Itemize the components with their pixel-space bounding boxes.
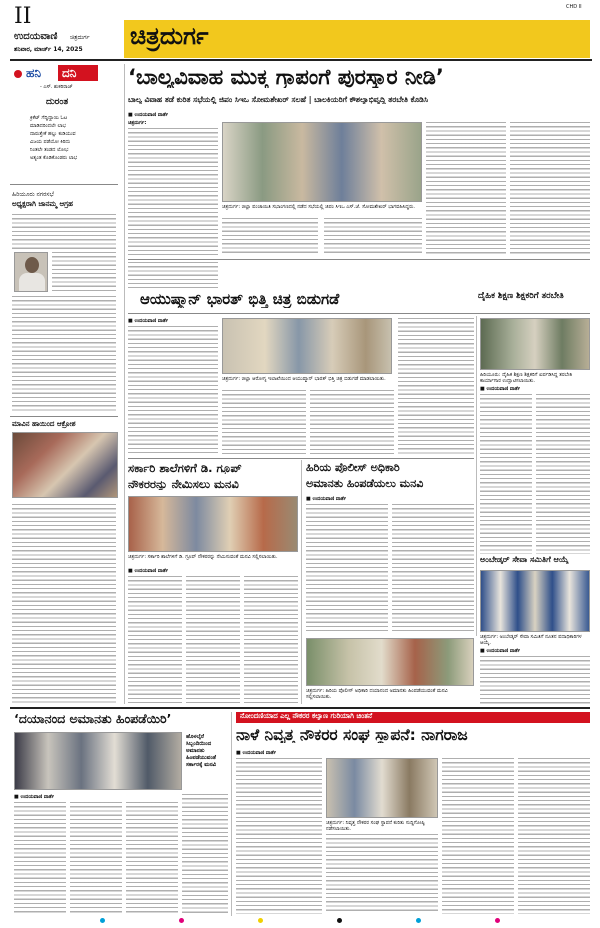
groupd-column [128, 576, 182, 704]
groupd-column [244, 576, 298, 704]
dayananda-byline: ■ ಉದಯವಾಣಿ ವಾರ್ತೆ [14, 794, 55, 800]
groupd-column [186, 576, 240, 704]
retired-kicker: ನೋಂದಣಿಯಾದ ಎಲ್ಲ ನೌಕರರ ಕಲ್ಯಾಣ ಗುರಿಯಾಗಿ ಚಿಂತನೆ [240, 713, 373, 720]
retired-headline: ನಾಳೆ ನಿವೃತ್ತ ನೌಕರರ ಸಂಘ ಸ್ಥಾಪನೆ: ನಾಗರಾಜ [236, 727, 468, 744]
edition-label: ಚಿತ್ರದುರ್ಗ [70, 34, 90, 41]
lead-photo-caption: ಚಿತ್ರದುರ್ಗ: ಜಿಲ್ಲಾ ಪಂಚಾಯಿತಿ ಸಭಾಂಗಣದಲ್ಲಿ ನಡೆದ ಸಭೆಯಲ್ಲಿ ಜಿಪಂ ಸಿಇಒ ಎಸ್.ಜೆ. ಸೋಮಶೇಖರ್ ಭಾಗವಹಿಸಿದ್ದರು. [222, 204, 415, 210]
training-column [536, 394, 590, 554]
column-rule [301, 460, 302, 704]
retired-photo-caption: ಚಿತ್ರದುರ್ಗ: ನಿವೃತ್ತ ನೌಕರರ ಸಂಘ ಸ್ಥಾಪನೆ ಕುರಿತು ಸುದ್ದಿಗೋಷ್ಠಿ ನಡೆಸಲಾಯಿತು. [326, 820, 425, 832]
ambedkar-photo [480, 570, 590, 632]
dayananda-column [70, 802, 122, 914]
column-rule [476, 316, 477, 636]
poem-line: ನಿಂತಲೇ ತಂಡದ ಲೋಭ [30, 147, 69, 153]
masthead-band [248, 20, 590, 58]
section-rule [128, 259, 590, 260]
ayushman-column [128, 326, 218, 456]
poem-line: ಮಾಡಿದರಿಂದಲೇ ಲಾಭ [30, 123, 66, 129]
dayananda-photo [14, 732, 182, 790]
poem-line: ಕ್ರಿಕೆಟ್ ಗೆದ್ದಿದ್ದಾಯಿ ಓಟ [30, 115, 68, 121]
box-kicker: ಹಿರಿಯೂರು ನಗರಸಭೆ [12, 191, 54, 198]
brand-topic: ದುರಂತ [46, 97, 69, 107]
box2-title: ಮಾವಿನ ಹಾಯಿಂದ ಆಕ್ರೋಶ [12, 420, 76, 428]
lead-subhead: ಬಾಲ್ಯ ವಿವಾಹ ತಡೆ ಕುರಿತ ಸಭೆಯಲ್ಲಿ ಜಿಪಂ ಸಿಇಒ ಸೋಮಶೇಖರ್ ಸಲಹೆ | ಬಾಲಕಿಯರಿಗೆ ಕೌಶಲ್ಯಾಭಿವೃದ್ಧಿ ತರಬೇತಿ ಕೊಡಿಸಿ [128, 96, 428, 104]
page-number: II [14, 4, 32, 29]
poet-portrait-icon [14, 252, 48, 292]
sidebar-divider [10, 184, 118, 185]
column-rule [231, 712, 232, 916]
issue-date: ಶನಿವಾರ, ಮಾರ್ಚ್ 14, 2025 [14, 46, 83, 53]
training-photo [480, 318, 590, 370]
retired-column [518, 758, 590, 914]
groupd-headline-1: ಸರ್ಕಾರಿ ಶಾಲೆಗಳಿಗೆ ಡಿ. ಗ್ರೂಪ್ [128, 462, 242, 475]
lead-photo [222, 122, 422, 202]
section-rule [128, 313, 590, 314]
sidebar-divider [10, 416, 118, 417]
ayushman-byline: ■ ಉದಯವಾಣಿ ವಾರ್ತೆ [128, 318, 169, 324]
ayushman-headline: ಆಯುಷ್ಮಾನ್ ಭಾರತ್ ಭಿತ್ತಿ ಚಿತ್ರ ಬಿಡುಗಡೆ [140, 292, 340, 308]
brand-author: - ಎಸ್. ಶುಕರಿರಾಜ್ [40, 84, 73, 90]
masthead-rule [10, 59, 592, 61]
lead-column [510, 122, 590, 256]
lead-column [222, 218, 318, 256]
sidebar-text-block [12, 296, 116, 412]
dayananda-column [182, 794, 228, 914]
brand-dot [14, 70, 22, 78]
training-byline: ■ ಉದಯವಾಣಿ ವಾರ್ತೆ [480, 386, 521, 392]
dayananda-side-text: ಹೊಳಲ್ಕೆರೆ ಸಿಬ್ಬಂದಿಯಿಂದ ಅಮಾನತು ಹಿಂಪಡೆಯುವಂತೆ ಸರ್ಕಾರಕ್ಕೆ ಮನವಿ [186, 734, 217, 768]
retired-photo [326, 758, 438, 818]
paper-name: ಉದಯವಾಣಿ [14, 31, 58, 42]
police-headline-2: ಅಮಾನತು ಹಿಂಪಡೆಯಲು ಮನವಿ [306, 478, 424, 490]
groupd-photo [128, 496, 298, 552]
training-column [480, 394, 532, 554]
ambedkar-column [480, 656, 590, 704]
retired-column [236, 758, 322, 914]
groupd-headline-2: ನೌಕರರನ್ನು ನೇಮಿಸಲು ಮನವಿ [128, 478, 239, 491]
masthead [0, 0, 600, 58]
training-photo-caption: ಹಿರಿಯೂರು: ದೈಹಿಕ ಶಿಕ್ಷಣ ಶಿಕ್ಷಕರಿಗೆ ಏರ್ಪಡಿಸಿದ್ದ ತರಬೇತಿ ಕಾರ್ಯಾಗಾರ ಉದ್ಘಾಟಿಸಲಾಯಿತು. [480, 372, 573, 384]
ayushman-photo-caption: ಚಿತ್ರದುರ್ಗ: ಜಿಲ್ಲಾ ಆರೋಗ್ಯ ಇಲಾಖೆಯಿಂದ ಆಯುಷ್ಮಾನ್ ಭಾರತ್ ಭಿತ್ತಿ ಚಿತ್ರ ಬಿಡುಗಡೆ ಮಾಡಲಾಯಿತು. [222, 376, 386, 382]
ayushman-column [222, 390, 306, 456]
ayushman-column [310, 390, 394, 456]
police-column [306, 504, 388, 634]
dayananda-column [14, 802, 66, 914]
poem-line: ಅತ್ಯಂತ ಕೊಡಿಕೊಂಡರು ಲಾಭ [30, 155, 78, 161]
registration-marks [100, 918, 500, 924]
ambedkar-headline: ಅಂಬೇಡ್ಕರ್ ಸೇವಾ ಸಮಿತಿಗೆ ಆಯ್ಕೆ [480, 556, 569, 564]
sidebar-text-block [12, 214, 116, 252]
bottom-rule [10, 707, 590, 709]
section-rule [128, 458, 474, 459]
poem [30, 114, 110, 162]
training-headline: ದೈಹಿಕ ಶಿಕ್ಷಣ ಶಿಕ್ಷಕರಿಗೆ ತರಬೇತಿ [478, 292, 564, 301]
lead-dateline: ಚಿತ್ರದುರ್ಗ: [128, 120, 147, 126]
brand-dani: ದನಿ [62, 66, 77, 80]
sidebar-photo [12, 432, 118, 498]
poem-line: ವಿಜಯ ಪಡೆಯೋ ಕಿರಿದು [30, 139, 71, 145]
sidebar-text-block [12, 504, 116, 704]
retired-column [326, 834, 438, 914]
sidebar-text-block [52, 252, 116, 294]
dayananda-column [126, 802, 178, 914]
ambedkar-byline: ■ ಉದಯವಾಣಿ ವಾರ್ತೆ [480, 648, 521, 654]
column-rule [124, 64, 125, 704]
retired-column [442, 758, 514, 914]
section-title: ಚಿತ್ರದುರ್ಗ [130, 22, 209, 50]
lead-column [426, 122, 506, 256]
police-byline: ■ ಉದಯವಾಣಿ ವಾರ್ತೆ [306, 496, 347, 502]
police-photo-caption: ಚಿತ್ರದುರ್ಗ: ಹಿರಿಯ ಪೊಲೀಸ್ ಅಧಿಕಾರಿ ದಯಾನಂದ ಅಮಾನತು ಹಿಂಪಡೆಯುವಂತೆ ಮನವಿ ಸಲ್ಲಿಸಲಾಯಿತು. [306, 688, 448, 700]
groupd-photo-caption: ಚಿತ್ರದುರ್ಗ: ಸರ್ಕಾರಿ ಶಾಲೆಗಳಿಗೆ ಡಿ. ಗ್ರೂಪ್ ನೌಕರರನ್ನು ನೇಮಿಸುವಂತೆ ಮನವಿ ಸಲ್ಲಿಸಲಾಯಿತು. [128, 554, 278, 560]
box-title: ಅಧ್ಯಕ್ಷರಾಗಿ ಜಾನಮ್ಮ ಆಗ್ರಹ [12, 200, 73, 208]
lead-column [324, 218, 422, 256]
police-column [392, 504, 474, 634]
poem-line: ದಾರುತ್ತೇಕೆ ಹಲ್ಲು ಕುಡಿಯುವ [30, 131, 76, 137]
ayushman-photo [222, 318, 392, 374]
ayushman-column [398, 318, 474, 456]
ambedkar-photo-caption: ಚಿತ್ರದುರ್ಗ: ಅಂಬೇಡ್ಕರ್ ಸೇವಾ ಸಮಿತಿಗೆ ನೂತನ ಪದಾಧಿಕಾರಿಗಳ ಆಯ್ಕೆ. [480, 634, 582, 646]
police-headline-1: ಹಿರಿಯ ಪೊಲೀಸ್ ಅಧಿಕಾರಿ [306, 462, 400, 474]
lead-column [128, 128, 218, 256]
brand-hani: ಹನಿ [26, 66, 41, 80]
lead-column [128, 262, 218, 288]
lead-byline: ■ ಉದಯವಾಣಿ ವಾರ್ತೆ [128, 112, 169, 118]
sidebar [10, 64, 122, 704]
police-photo [306, 638, 474, 686]
dayananda-headline: ‘ದಯಾನಂದ ಅಮಾನತು ಹಿಂಪಡೆಯಿರಿ’ [14, 712, 172, 726]
lead-headline: ‘ಬಾಲ್ಯವಿವಾಹ ಮುಕ್ತ ಗ್ರಾಪಂಗೆ ಪುರಸ್ಕಾರ ನೀಡಿ’ [128, 66, 444, 89]
corner-tag: CHD II [566, 4, 582, 10]
groupd-byline: ■ ಉದಯವಾಣಿ ವಾರ್ತೆ [128, 568, 169, 574]
retired-byline: ■ ಉದಯವಾಣಿ ವಾರ್ತೆ [236, 750, 277, 756]
